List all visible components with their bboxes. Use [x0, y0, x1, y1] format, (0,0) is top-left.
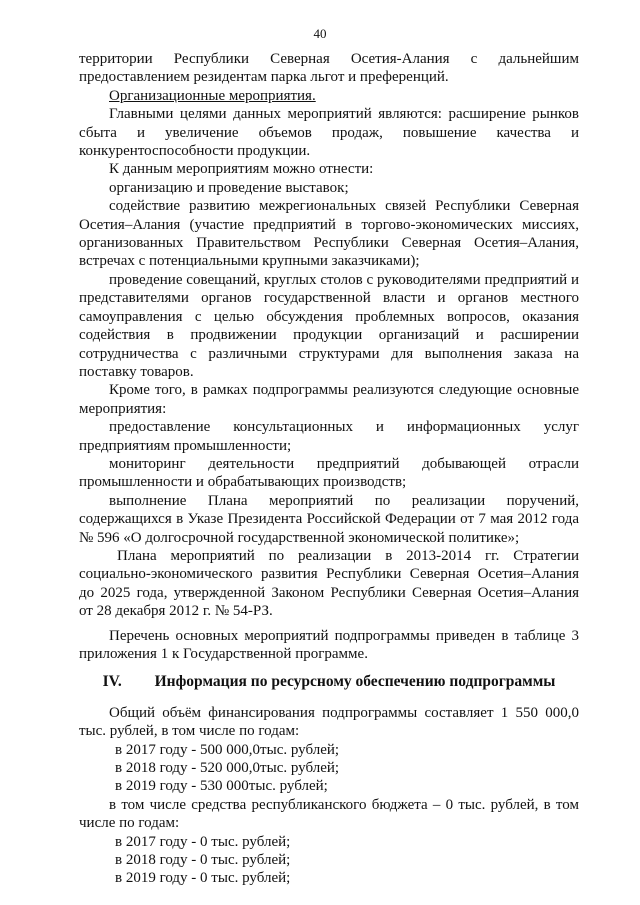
- paragraph-additional-measures: Кроме того, в рамках подпрограммы реализуются следующие основные мероприятия:: [79, 382, 579, 417]
- paragraph-measures-table-ref: Перечень основных мероприятий подпрограммы приведен в таблице 3 приложения 1 к Государственной программе.: [79, 627, 579, 662]
- list-item-consulting: предоставление консультационных и информационных услуг предприятиям промышленности;: [79, 419, 579, 454]
- heading-organizational-measures: Организационные мероприятия.: [109, 87, 316, 104]
- page-number: 40: [313, 26, 327, 41]
- paragraph-republic-budget: в том числе средства республиканского бюджета – 0 тыс. рублей, в том числе по годам:: [79, 796, 579, 832]
- republic-budget-year-2017: в 2017 году - 0 тыс. рублей;: [115, 833, 291, 850]
- paragraph-total-financing: Общий объём финансирования подпрограммы составляет 1 550 000,0 тыс. рублей, в том числе по годам:: [79, 704, 579, 740]
- paragraph-main-goals: Главными целями данных мероприятий являются: расширение рынков сбыта и увеличение объемов продаж, повышение качества и конкурентоспособности продукции.: [79, 106, 579, 160]
- paragraph-park-preferences: территории Республики Северная Осетия-Алания с дальнейшим предоставлением резидентам парка льгот и преференций.: [79, 51, 579, 86]
- document-body: [79, 50, 579, 888]
- list-item-monitoring: мониторинг деятельности предприятий добывающей отрасли промышленности и обрабатывающих производств;: [79, 455, 579, 491]
- section-title: Информация по ресурсному обеспечению подпрограммы: [154, 673, 556, 691]
- financing-year-2018: в 2018 году - 520 000,0тыс. рублей;: [115, 760, 340, 777]
- section-heading: [79, 673, 579, 691]
- list-item-decree-plan: выполнение Плана мероприятий по реализации поручений, содержащихся в Указе Президента Российской Федерации от 7 мая 2012 года № 596 «О долгосрочной государственной экономической политике»;: [79, 492, 579, 546]
- list-item-interregional-ties: содействие развитию межрегиональных связей Республики Северная Осетия–Алания (участие предприятий в торгово-экономических миссиях, организованных Правительством Республики Северная Осетия–Алания, встречах с потенциальными крупными заказчиками);: [79, 198, 579, 270]
- republic-budget-year-2019: в 2019 году - 0 тыс. рублей;: [115, 870, 291, 887]
- list-item-strategy-plan: Плана мероприятий по реализации в 2013-2014 гг. Стратегии социально-экономического развития Республики Северная Осетия–Алания до 2025 года, утвержденной Законом Республики Северная Осетия–Алания от 28 декабря 2012 г. № 54-РЗ.: [79, 547, 579, 620]
- paragraph-measures-intro: К данным мероприятиям можно отнести:: [109, 161, 374, 178]
- republic-budget-year-2018: в 2018 году - 0 тыс. рублей;: [115, 852, 291, 869]
- section-number: IV.: [102, 673, 122, 691]
- financing-year-2017: в 2017 году - 500 000,0тыс. рублей;: [115, 741, 340, 758]
- financing-year-2019: в 2019 году - 530 000тыс. рублей;: [115, 778, 328, 795]
- list-item-exhibitions: организацию и проведение выставок;: [109, 179, 349, 196]
- list-item-meetings: проведение совещаний, круглых столов с руководителями предприятий и представителями органов государственной власти и органов местного самоуправления с целью обсуждения проблемных вопросов, оказания содействия в продвижении продукции организаций и расширении сотрудничества с различными структурами для выполнения заказа на поставку товаров.: [79, 271, 579, 380]
